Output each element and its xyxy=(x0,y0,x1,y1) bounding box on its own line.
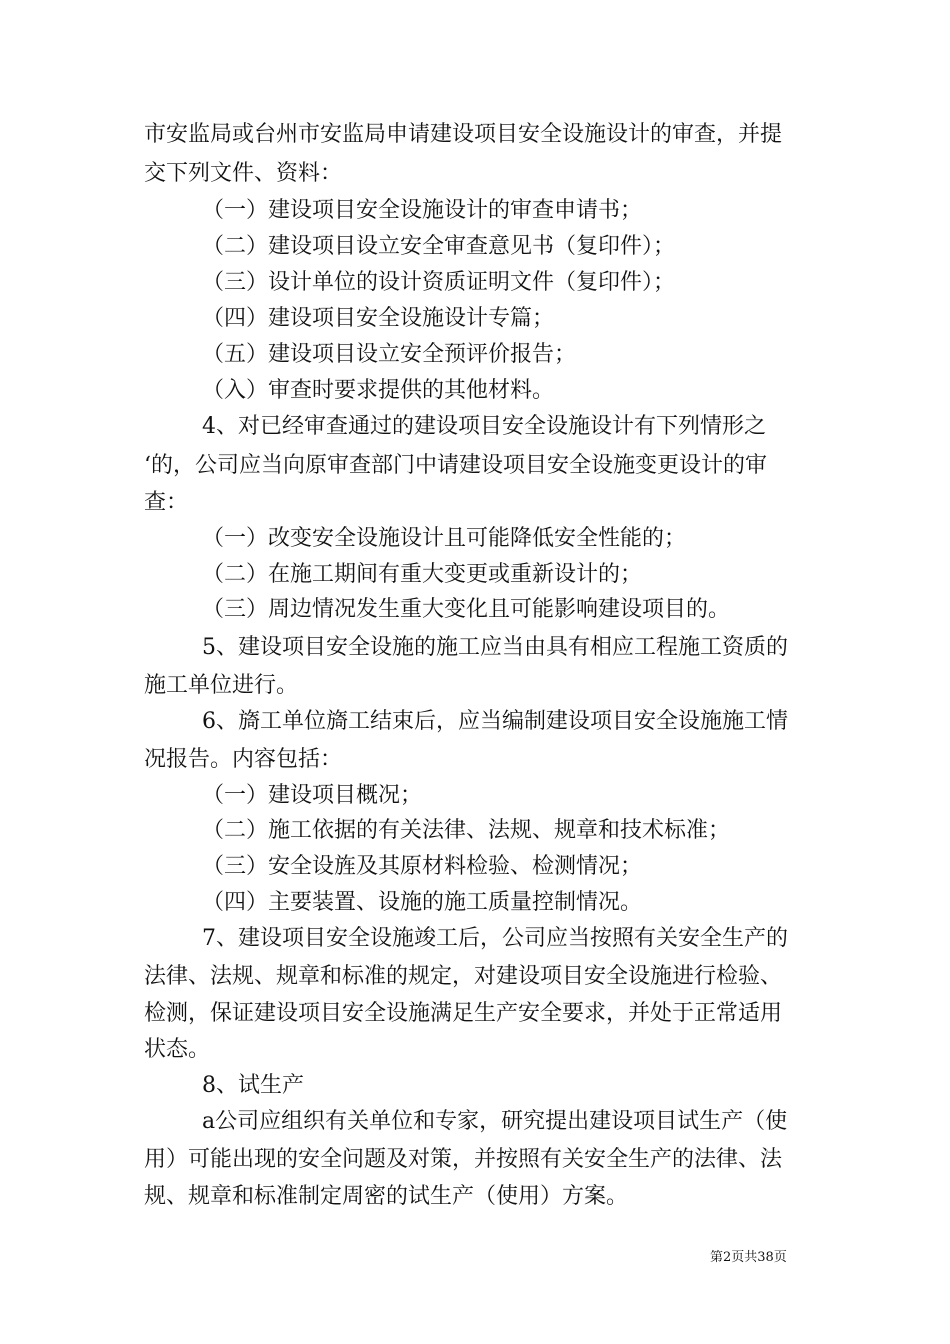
list-item: （三）周边情况发生重大变化且可能影响建设项目的。 xyxy=(202,597,731,622)
list-item: （三）安全设旌及其原材料检验、检测情况； xyxy=(202,854,643,879)
list-item: （五）建设项目设立安全预评价报告； xyxy=(202,342,577,367)
text-line: 交下列文件、资料： xyxy=(144,161,343,186)
list-item: （一）建设项目安全设施设计的审查申请书； xyxy=(202,198,643,223)
paragraph-start: 7、建设项目安全设施竣工后，公司应当按照有关安全生产的 xyxy=(202,926,788,951)
list-item: （四）建设项目安全设施设计专篇； xyxy=(202,306,555,331)
text-line: 市安监局或台州市安监局申请建设项目安全设施设计的审查，并提 xyxy=(144,122,783,147)
list-item: （三）设计单位的设计资质证明文件（复印件）； xyxy=(202,270,676,295)
list-item: （二）施工依据的有关法律、法规、规章和技术标准； xyxy=(202,818,731,843)
list-item: （一）建设项目概况； xyxy=(202,783,423,808)
text-line: 检测，保证建设项目安全设施满足生产安全要求，并处于正常适用 xyxy=(144,1001,783,1026)
text-line: 法律、法规、规章和标准的规定，对建设项目安全设施进行检验、 xyxy=(144,964,783,989)
text-line: 施工单位进行。 xyxy=(144,673,299,698)
text-line: 状态。 xyxy=(144,1037,211,1062)
list-item: （二）建设项目设立安全审查意见书（复印件）； xyxy=(202,234,676,259)
paragraph-start: 6、旖工单位旖工结束后，应当编制建设项目安全设施施工情 xyxy=(202,709,788,734)
paragraph-start: a公司应组织有关单位和专家，研究提出建设项目试生产（使 xyxy=(202,1109,788,1134)
section-heading: 8、试生产 xyxy=(202,1073,304,1098)
paragraph-start: 4、对已经审查通过的建设项目安全设施设计有下列情形之 xyxy=(202,414,766,439)
text-line: ‘的，公司应当向原审查部门中请建设项目安全设施变更设计的审 xyxy=(144,453,767,478)
text-line: 况报告。内容包括： xyxy=(144,747,343,772)
paragraph-start: 5、建设项目安全设施的施工应当由具有相应工程施工资质的 xyxy=(202,635,788,660)
list-item: （入）审查时要求提供的其他材料。 xyxy=(202,378,555,403)
list-item: （二）在施工期间有重大变更或重新设计的； xyxy=(202,562,643,587)
text-line: 查： xyxy=(144,490,189,515)
text-line: 用）可能出现的安全问题及对策，并按照有关安全生产的法律、法 xyxy=(144,1147,783,1172)
list-item: （四）主要装置、设施的施工质量控制情况。 xyxy=(202,890,643,915)
list-item: （一）改变安全设施设计且可能降低安全性能的； xyxy=(202,526,687,551)
page-number: 第2页共38页 xyxy=(710,1250,787,1265)
text-line: 规、规章和标准制定周密的试生产（使用）方案。 xyxy=(144,1184,629,1209)
